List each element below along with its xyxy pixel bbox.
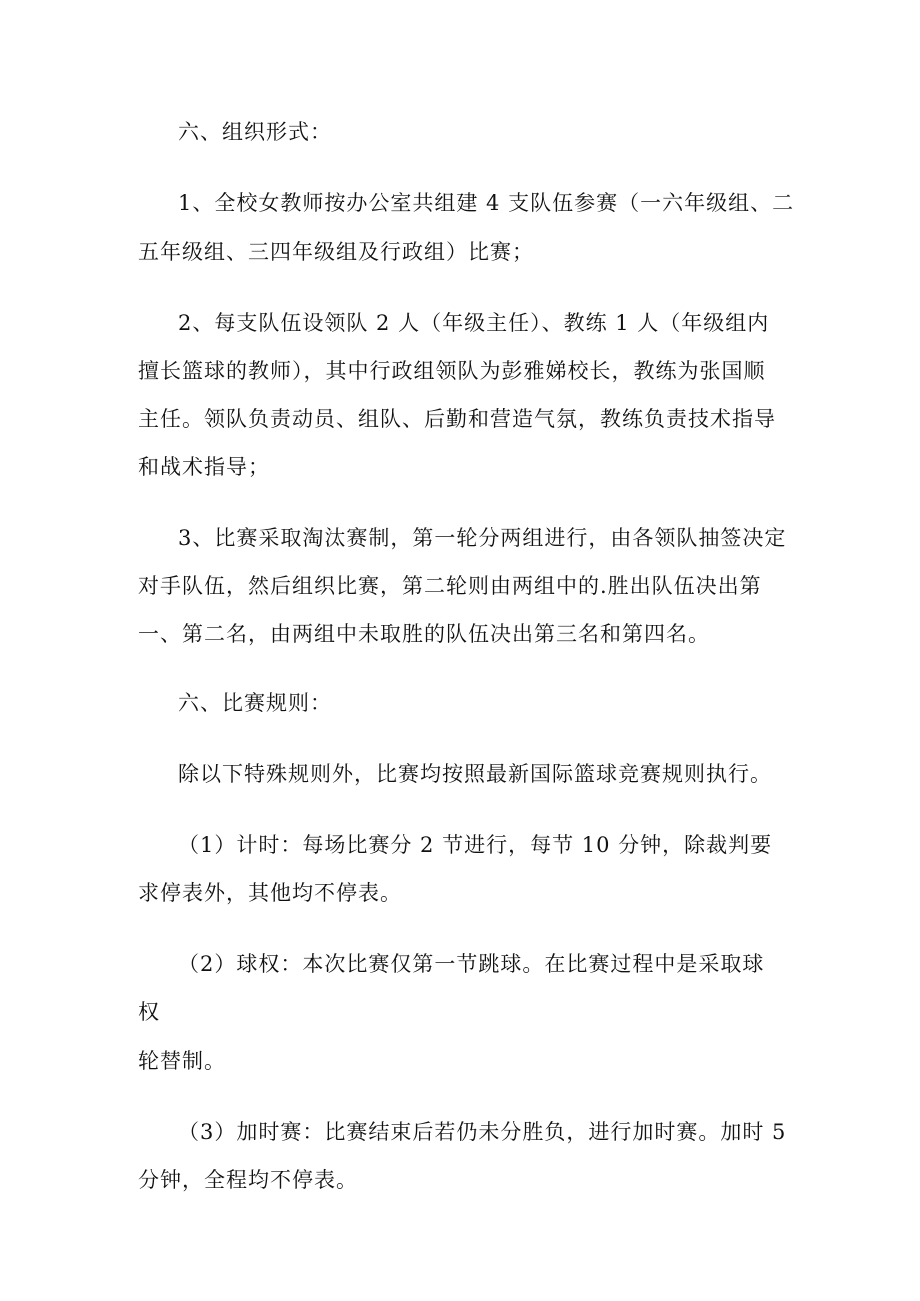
paragraph-line: 除以下特殊规则外，比赛均按照最新国际篮球竞赛规则执行。	[178, 762, 772, 786]
paragraph-line: 擅长篮球的教师），其中行政组领队为彭雅娣校长，教练为张国顺	[138, 359, 766, 383]
paragraph-line: 2、每支队伍设领队 2 人（年级主任）、教练 1 人（年级组内	[178, 311, 770, 335]
paragraph-line: 分钟，全程均不停表。	[138, 1168, 358, 1192]
paragraph-line: 一、第二名，由两组中未取胜的队伍决出第三名和第四名。	[138, 622, 710, 646]
section-heading-organization: 六、组织形式：	[178, 120, 332, 144]
paragraph-line: 轮替制。	[138, 1049, 226, 1073]
paragraph-line: 权	[138, 1000, 160, 1024]
paragraph-line: 主任。领队负责动员、组队、后勤和营造气氛，教练负责技术指导	[138, 407, 776, 431]
paragraph-line: 五年级组、三四年级组及行政组）比赛；	[138, 240, 534, 264]
paragraph-line: 求停表外，其他均不停表。	[138, 881, 402, 905]
paragraph-line: 和战术指导；	[138, 455, 270, 479]
paragraph-line: （2）球权：本次比赛仅第一节跳球。在比赛过程中是采取球	[178, 952, 765, 976]
paragraph-line: 对手队伍，然后组织比赛，第二轮则由两组中的.胜出队伍决出第	[138, 574, 762, 598]
paragraph-line: 1、全校女教师按办公室共组建 4 支队伍参赛（一六年级组、二	[178, 191, 795, 215]
section-heading-rules: 六、比赛规则：	[178, 691, 332, 715]
paragraph-line: （1）计时：每场比赛分 2 节进行，每节 10 分钟，除裁判要	[178, 833, 773, 857]
paragraph-line: 3、比赛采取淘汰赛制，第一轮分两组进行，由各领队抽签决定	[178, 526, 787, 550]
paragraph-line: （3）加时赛：比赛结束后若仍未分胜负，进行加时赛。加时 5	[178, 1120, 787, 1144]
